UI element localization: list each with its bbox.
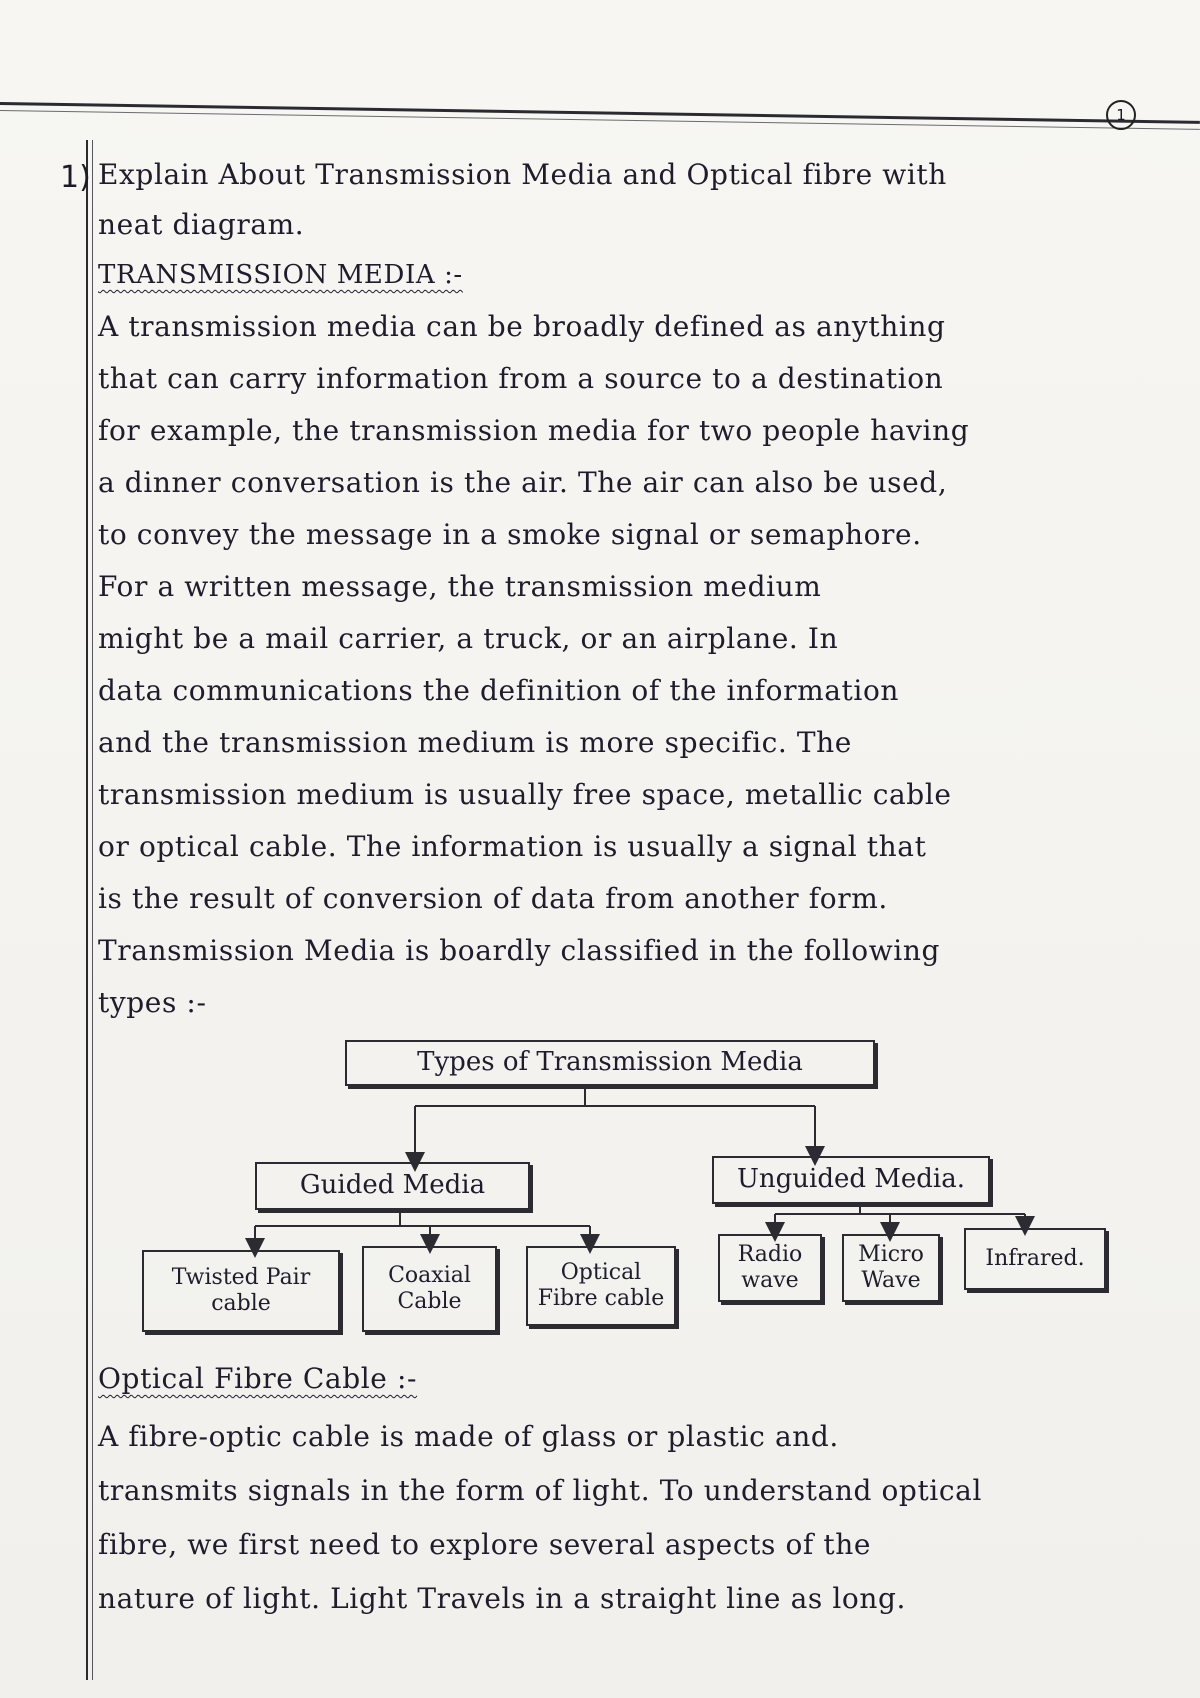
paragraph-line: transmission medium is usually free space, metallic cable — [98, 778, 952, 811]
paragraph-line: types :- — [98, 986, 207, 1019]
question-number: 1) — [60, 160, 91, 195]
paragraph-line: is the result of conversion of data from another form. — [98, 882, 888, 915]
diagram-micro-wave-box: Micro Wave — [842, 1234, 940, 1302]
diagram-radio-wave-box: Radio wave — [718, 1234, 822, 1302]
diagram-guided-media-box: Guided Media — [255, 1162, 530, 1210]
diagram-twisted-pair-box: Twisted Pair cable — [142, 1250, 340, 1332]
diagram-infrared-box: Infrared. — [964, 1228, 1106, 1290]
paragraph-line: nature of light. Light Travels in a straight line as long. — [98, 1582, 907, 1615]
section-heading-optical-fibre: Optical Fibre Cable :- — [98, 1362, 418, 1395]
paragraph-line: transmits signals in the form of light. To understand optical — [98, 1474, 982, 1507]
paragraph-line: might be a mail carrier, a truck, or an airplane. In — [98, 622, 839, 655]
paragraph-line: for example, the transmission media for two people having — [98, 414, 970, 447]
paragraph-line: and the transmission medium is more specific. The — [98, 726, 852, 759]
paragraph-line: data communications the definition of the information — [98, 674, 900, 707]
paragraph-line: For a written message, the transmission medium — [98, 570, 822, 603]
paragraph-line: A fibre-optic cable is made of glass or plastic and. — [98, 1420, 839, 1453]
paragraph-line: or optical cable. The information is usually a signal that — [98, 830, 927, 863]
section-heading-transmission-media: TRANSMISSION MEDIA :- — [98, 260, 463, 290]
diagram-optical-fibre-box: Optical Fibre cable — [526, 1246, 676, 1326]
paragraph-line: that can carry information from a source to a destination — [98, 362, 944, 395]
paragraph-line: to convey the message in a smoke signal or semaphore. — [98, 518, 922, 551]
diagram-coaxial-box: Coaxial Cable — [362, 1246, 497, 1332]
question-line: neat diagram. — [98, 208, 305, 241]
paragraph-line: A transmission media can be broadly defined as anything — [98, 310, 946, 343]
page-number: 1 — [1106, 100, 1136, 130]
diagram-unguided-media-box: Unguided Media. — [712, 1156, 990, 1204]
paragraph-line: fibre, we first need to explore several aspects of the — [98, 1528, 872, 1561]
paragraph-line: a dinner conversation is the air. The air can also be used, — [98, 466, 948, 499]
question-line: Explain About Transmission Media and Optical fibre with — [98, 158, 947, 191]
diagram-root-box: Types of Transmission Media — [345, 1040, 875, 1086]
paragraph-line: Transmission Media is boardly classified in the following — [98, 934, 940, 967]
